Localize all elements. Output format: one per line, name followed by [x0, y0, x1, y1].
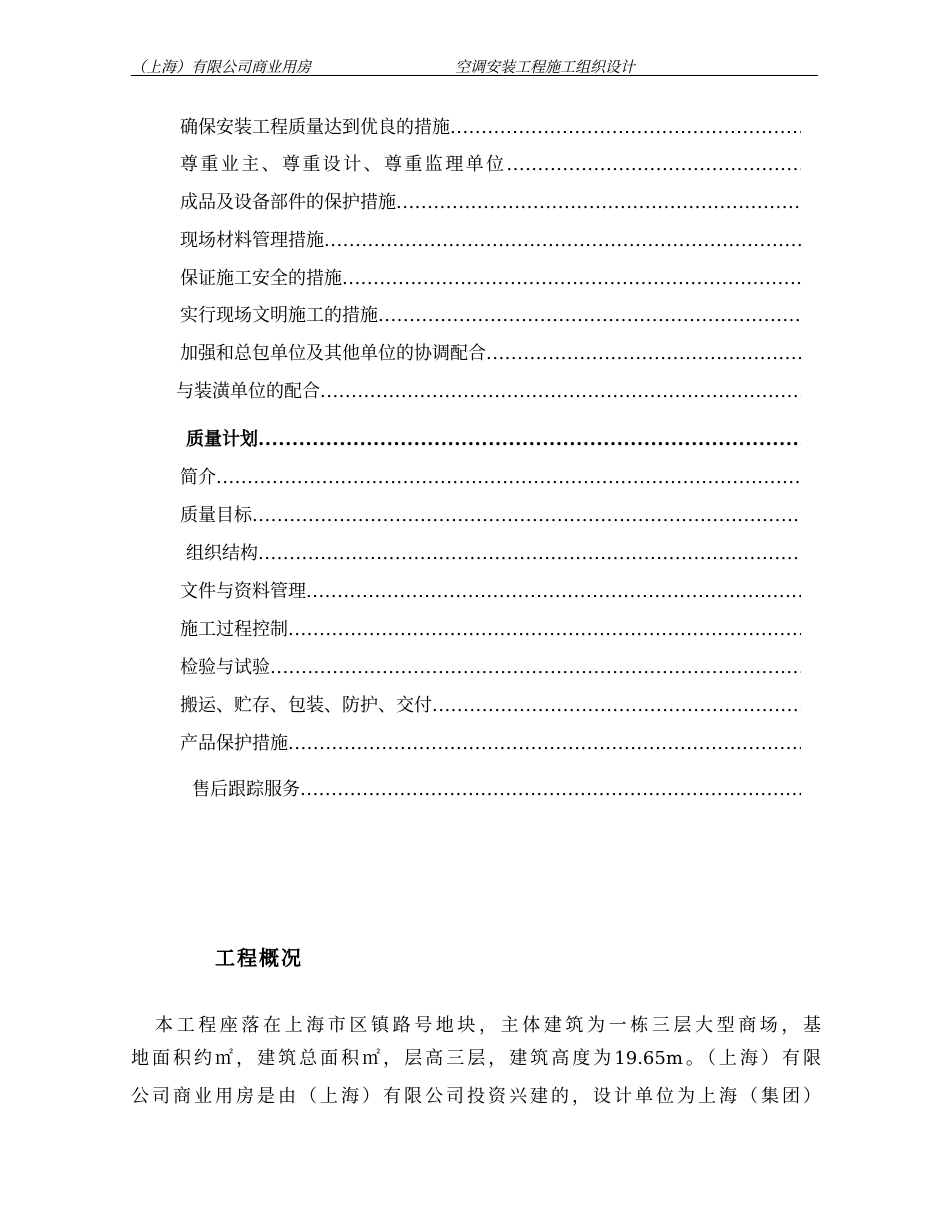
toc-entry-title: 尊重业主、尊重设计、尊重监理单位 — [180, 154, 507, 175]
toc-leader — [486, 341, 801, 367]
toc-leader — [320, 379, 801, 405]
header-company: （上海）有限公司商业用房 — [131, 58, 312, 76]
toc-entry[interactable] — [180, 341, 801, 367]
header-rule — [131, 75, 818, 76]
toc-leader — [324, 228, 801, 254]
toc-entry[interactable] — [180, 579, 801, 605]
toc-entry-title: 实行现场文明施工的措施 — [180, 305, 378, 326]
toc-entry-title: 产品保护措施 — [180, 733, 288, 754]
toc-leader — [300, 777, 801, 803]
toc-entry-chapter[interactable] — [186, 427, 801, 453]
toc-entry-title: 加强和总包单位及其他单位的协调配合 — [180, 343, 486, 364]
toc-entry[interactable] — [180, 152, 801, 178]
toc-leader — [270, 655, 801, 681]
body-line: 公司商业用房是由（上海）有限公司投资兴建的，设计单位为上海（集团） — [131, 1086, 821, 1107]
toc-entry[interactable] — [180, 731, 801, 757]
toc-entry-title: 施工过程控制 — [180, 619, 288, 640]
toc-leader — [258, 427, 801, 453]
toc-leader — [506, 152, 801, 178]
toc-entry-title: 售后跟踪服务 — [192, 779, 300, 800]
toc-entry-title: 与装潢单位的配合 — [176, 381, 320, 402]
toc-entry-title: 确保安装工程质量达到优良的措施 — [180, 117, 450, 138]
toc-leader — [216, 465, 801, 491]
toc-entry[interactable] — [180, 655, 801, 681]
toc-leader — [258, 541, 801, 567]
toc-entry-title: 成品及设备部件的保护措施 — [180, 192, 396, 213]
toc-entry-title: 检验与试验 — [180, 657, 270, 678]
body-line: 地面积约㎡，建筑总面积㎡，层高三层，建筑高度为19.65m。（上海）有限 — [131, 1048, 821, 1069]
toc-entry[interactable] — [180, 503, 801, 529]
header-document-title: 空调安装工程施工组织设计 — [455, 58, 636, 76]
body-line: 本工程座落在上海市区镇路号地块，主体建筑为一栋三层大型商场，基 — [155, 1015, 821, 1036]
toc-entry-title: 组织结构 — [186, 543, 258, 564]
toc-entry[interactable] — [180, 266, 801, 292]
toc-entry[interactable] — [180, 228, 801, 254]
toc-leader — [306, 579, 801, 605]
toc-entry-title: 文件与资料管理 — [180, 581, 306, 602]
toc-leader — [450, 115, 801, 141]
toc-entry-title: 质量计划 — [186, 429, 258, 450]
toc-leader — [396, 190, 801, 216]
toc-entry-title: 简介 — [180, 467, 216, 488]
toc-entry[interactable] — [180, 693, 801, 719]
toc-entry[interactable] — [180, 190, 801, 216]
toc-leader — [432, 693, 801, 719]
section-heading: 工程概况 — [215, 946, 303, 970]
toc-entry-title: 保证施工安全的措施 — [180, 268, 342, 289]
toc-entry-title: 质量目标 — [180, 505, 252, 526]
toc-leader — [378, 303, 801, 329]
toc-entry-title: 搬运、贮存、包装、防护、交付 — [180, 695, 432, 716]
toc-entry[interactable] — [180, 465, 801, 491]
toc-leader — [288, 617, 801, 643]
toc-entry[interactable] — [176, 379, 801, 405]
toc-entry[interactable] — [186, 541, 801, 567]
toc-entry[interactable] — [180, 115, 801, 141]
toc-entry[interactable] — [180, 617, 801, 643]
toc-entry[interactable] — [180, 303, 801, 329]
toc-leader — [252, 503, 801, 529]
toc-entry-title: 现场材料管理措施 — [180, 230, 324, 251]
toc-entry[interactable] — [192, 777, 801, 803]
toc-leader — [342, 266, 801, 292]
toc-leader — [288, 731, 801, 757]
